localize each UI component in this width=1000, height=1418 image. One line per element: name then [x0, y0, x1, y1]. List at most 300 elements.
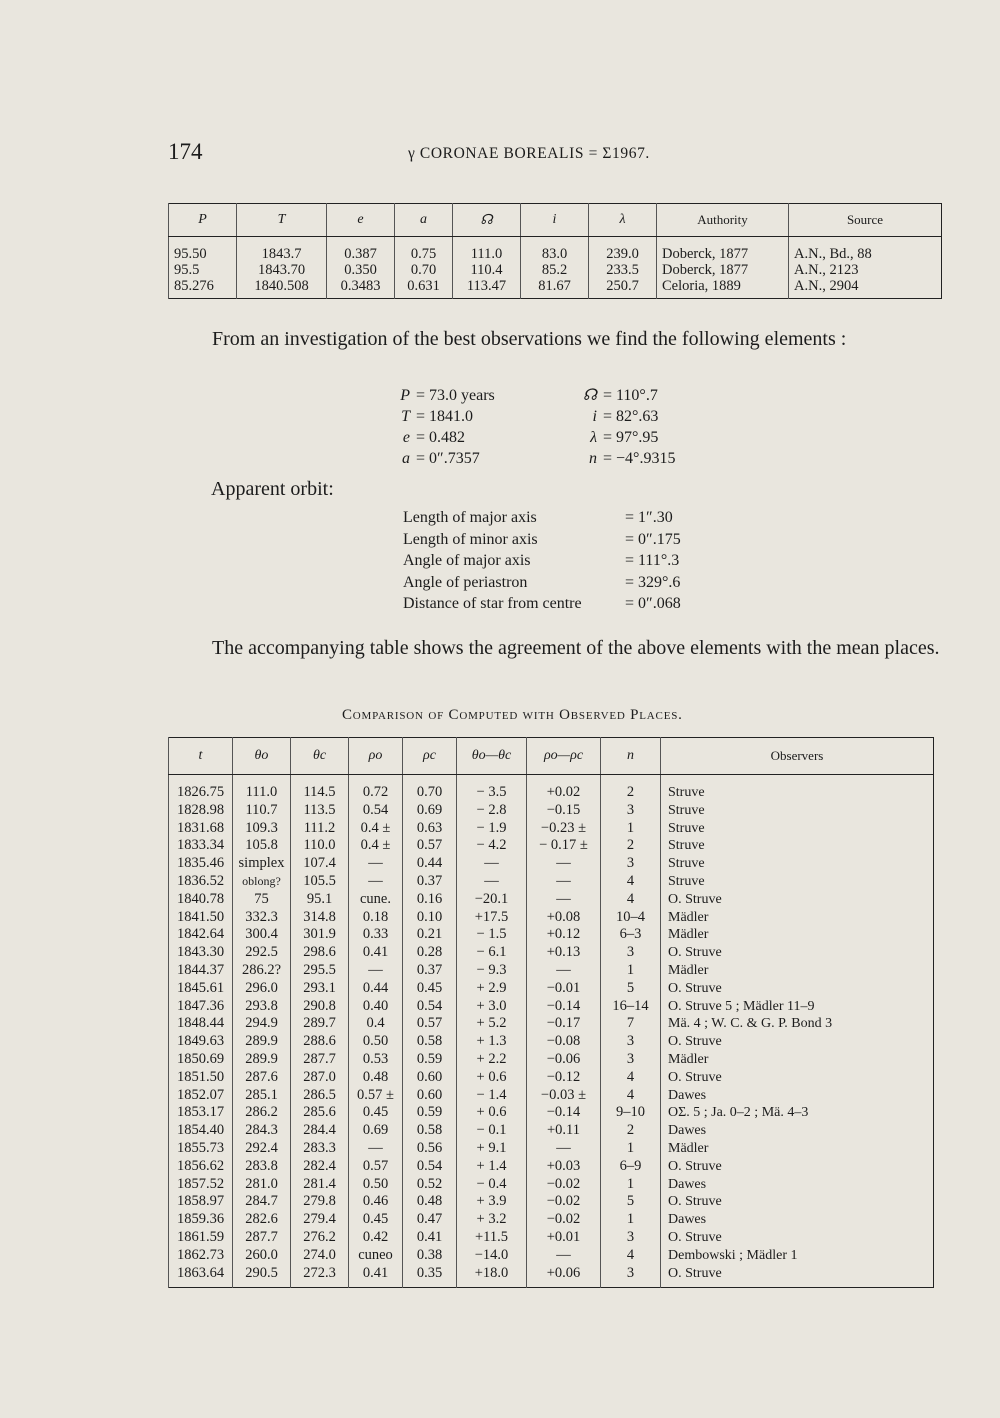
- table-cell: 0.33: [349, 926, 403, 944]
- table-cell: 1854.40: [169, 1122, 233, 1140]
- table-cell: 5: [601, 980, 661, 998]
- table-cell: 6–3: [601, 926, 661, 944]
- table-row: [169, 1193, 934, 1211]
- orbit-item-value: = 329°.6: [625, 573, 681, 591]
- table-cell: − 4.2: [457, 837, 527, 855]
- column-header: i: [521, 204, 589, 237]
- table-cell: 0.40: [349, 998, 403, 1016]
- table-cell: 81.67: [521, 278, 589, 299]
- table-cell: Struve: [661, 820, 934, 838]
- column-header: P: [169, 204, 237, 237]
- table-cell: 0.70: [403, 775, 457, 802]
- table-cell: Struve: [661, 837, 934, 855]
- table-cell: 0.63: [403, 820, 457, 838]
- table-cell: Dawes: [661, 1122, 934, 1140]
- table-cell: 276.2: [291, 1229, 349, 1247]
- table-cell: 282.6: [233, 1211, 291, 1229]
- table-cell: 95.1: [291, 891, 349, 909]
- table-cell: −0.02: [527, 1176, 601, 1194]
- table-cell: 1836.52: [169, 873, 233, 891]
- table-cell: O. Struve: [661, 1158, 934, 1176]
- column-header: n: [601, 738, 661, 775]
- table-cell: —: [457, 855, 527, 873]
- element-value: = 97°.95: [603, 429, 659, 446]
- table-cell: 1840.78: [169, 891, 233, 909]
- table-cell: + 3.0: [457, 998, 527, 1016]
- table-cell: +0.13: [527, 944, 601, 962]
- table-cell: Mädler: [661, 962, 934, 980]
- table-cell: A.N., 2123: [789, 262, 942, 278]
- table-row: [169, 837, 934, 855]
- table-cell: 109.3: [233, 820, 291, 838]
- table-cell: 1831.68: [169, 820, 233, 838]
- table-cell: 10–4: [601, 909, 661, 927]
- table-cell: 0.387: [327, 237, 395, 263]
- table-cell: 110.4: [453, 262, 521, 278]
- table-cell: +0.12: [527, 926, 601, 944]
- table-cell: OΣ. 5 ; Ja. 0–2 ; Mä. 4–3: [661, 1104, 934, 1122]
- table-cell: 0.70: [395, 262, 453, 278]
- table-cell: 95.5: [169, 262, 237, 278]
- table-cell: 260.0: [233, 1247, 291, 1265]
- table-cell: 0.69: [403, 802, 457, 820]
- element-symbol: P: [400, 387, 410, 404]
- table-cell: 1855.73: [169, 1140, 233, 1158]
- table-cell: 111.0: [453, 237, 521, 263]
- table-cell: + 2.9: [457, 980, 527, 998]
- table-cell: − 1.5: [457, 926, 527, 944]
- table-row: [169, 998, 934, 1016]
- table-cell: 1848.44: [169, 1015, 233, 1033]
- elements-right-column: [577, 385, 675, 469]
- table-cell: −0.02: [527, 1193, 601, 1211]
- table-cell: —: [349, 873, 403, 891]
- table-cell: +0.11: [527, 1122, 601, 1140]
- table-cell: 282.4: [291, 1158, 349, 1176]
- intro-paragraph-text: From an investigation of the best observations we find the following elements :: [212, 328, 847, 350]
- table-cell: 0.45: [349, 1104, 403, 1122]
- table-cell: Dawes: [661, 1176, 934, 1194]
- table-row: [169, 1265, 934, 1288]
- column-header: Source: [789, 204, 942, 237]
- orbit-item: [403, 593, 681, 615]
- table-cell: 0.46: [349, 1193, 403, 1211]
- table-cell: 4: [601, 1087, 661, 1105]
- table-cell: A.N., 2904: [789, 278, 942, 299]
- table-cell: —: [349, 1140, 403, 1158]
- table-cell: 0.57 ±: [349, 1087, 403, 1105]
- orbit-item-label: Distance of star from centre: [403, 595, 582, 612]
- table-cell: 296.0: [233, 980, 291, 998]
- table-cell: O. Struve: [661, 1033, 934, 1051]
- table-cell: Mädler: [661, 909, 934, 927]
- table-cell: 281.4: [291, 1176, 349, 1194]
- table-cell: 285.1: [233, 1087, 291, 1105]
- table-cell: Dawes: [661, 1087, 934, 1105]
- table-cell: −14.0: [457, 1247, 527, 1265]
- agreement-paragraph: [168, 635, 940, 662]
- table-cell: 0.631: [395, 278, 453, 299]
- element-symbol: a: [402, 450, 410, 467]
- table-cell: 0.28: [403, 944, 457, 962]
- running-head: γ CORONAE BOREALIS = Σ1967.: [408, 145, 650, 162]
- table-cell: Struve: [661, 802, 934, 820]
- element-value: = 1841.0: [416, 408, 474, 425]
- table-cell: Celoria, 1889: [657, 278, 789, 299]
- table-cell: 287.6: [233, 1069, 291, 1087]
- table-cell: − 3.5: [457, 775, 527, 802]
- table-cell: 0.3483: [327, 278, 395, 299]
- table-cell: +0.03: [527, 1158, 601, 1176]
- column-header: e: [327, 204, 395, 237]
- table-row: [169, 1229, 934, 1247]
- table-row: [169, 926, 934, 944]
- table-row: [169, 1087, 934, 1105]
- element-row: [398, 448, 495, 469]
- element-symbol: e: [402, 429, 410, 446]
- table-cell: 3: [601, 1033, 661, 1051]
- table-cell: + 3.9: [457, 1193, 527, 1211]
- table-cell: 110.0: [291, 837, 349, 855]
- column-header: θo: [233, 738, 291, 775]
- table-cell: 0.75: [395, 237, 453, 263]
- table-row: [169, 802, 934, 820]
- table-cell: 0.44: [349, 980, 403, 998]
- table-cell: Dawes: [661, 1211, 934, 1229]
- table-cell: 9–10: [601, 1104, 661, 1122]
- table-cell: —: [527, 873, 601, 891]
- table-cell: 0.54: [349, 802, 403, 820]
- table-cell: 1842.64: [169, 926, 233, 944]
- table-cell: 1858.97: [169, 1193, 233, 1211]
- table-cell: 0.21: [403, 926, 457, 944]
- column-header: t: [169, 738, 233, 775]
- table-cell: 250.7: [589, 278, 657, 299]
- table-cell: + 0.6: [457, 1104, 527, 1122]
- table-cell: 0.37: [403, 873, 457, 891]
- table-cell: O. Struve: [661, 1069, 934, 1087]
- table-cell: Mädler: [661, 1051, 934, 1069]
- table-cell: 114.5: [291, 775, 349, 802]
- table-cell: 0.18: [349, 909, 403, 927]
- table-cell: cune.: [349, 891, 403, 909]
- table-row: [169, 1033, 934, 1051]
- table-cell: 1849.63: [169, 1033, 233, 1051]
- table-cell: − 9.3: [457, 962, 527, 980]
- table-cell: 1859.36: [169, 1211, 233, 1229]
- table-row: [169, 980, 934, 998]
- table-cell: 83.0: [521, 237, 589, 263]
- table-cell: 4: [601, 1247, 661, 1265]
- table-cell: 1840.508: [237, 278, 327, 299]
- table-cell: 1: [601, 1176, 661, 1194]
- table-cell: O. Struve: [661, 1193, 934, 1211]
- table-row: [169, 1140, 934, 1158]
- table-cell: 95.50: [169, 237, 237, 263]
- table-cell: −0.14: [527, 998, 601, 1016]
- table-cell: 0.52: [403, 1176, 457, 1194]
- apparent-orbit-list: [403, 507, 681, 615]
- column-header: ρo: [349, 738, 403, 775]
- table-cell: 4: [601, 891, 661, 909]
- table-cell: 0.57: [403, 1015, 457, 1033]
- table-cell: 292.4: [233, 1140, 291, 1158]
- table-cell: 292.5: [233, 944, 291, 962]
- table-cell: 298.6: [291, 944, 349, 962]
- table-cell: 286.2?: [233, 962, 291, 980]
- table-cell: O. Struve: [661, 980, 934, 998]
- element-row: [398, 385, 495, 406]
- table-cell: 7: [601, 1015, 661, 1033]
- table-cell: − 1.9: [457, 820, 527, 838]
- table-caption: Comparison of Computed with Observed Places.: [342, 707, 683, 723]
- column-header: ρo—ρc: [527, 738, 601, 775]
- table-cell: A.N., Bd., 88: [789, 237, 942, 263]
- table-row: [169, 775, 934, 802]
- table-cell: 0.58: [403, 1033, 457, 1051]
- table-cell: 0.44: [403, 855, 457, 873]
- table-cell: 0.37: [403, 962, 457, 980]
- table-cell: +0.02: [527, 775, 601, 802]
- table-cell: O. Struve: [661, 1265, 934, 1288]
- table-cell: 0.41: [349, 1265, 403, 1288]
- orbit-item: [403, 550, 681, 572]
- table-cell: 5: [601, 1193, 661, 1211]
- table-cell: O. Struve 5 ; Mädler 11–9: [661, 998, 934, 1016]
- table-cell: 111.2: [291, 820, 349, 838]
- table-cell: 0.41: [403, 1229, 457, 1247]
- element-row: [577, 427, 675, 448]
- column-header: θc: [291, 738, 349, 775]
- table-cell: 0.54: [403, 998, 457, 1016]
- table-row: [169, 1211, 934, 1229]
- table-cell: 3: [601, 855, 661, 873]
- table-cell: 287.0: [291, 1069, 349, 1087]
- table-row: [169, 1176, 934, 1194]
- table-cell: 4: [601, 1069, 661, 1087]
- table-cell: +11.5: [457, 1229, 527, 1247]
- table-cell: 1847.36: [169, 998, 233, 1016]
- table-cell: 0.4 ±: [349, 837, 403, 855]
- table-cell: 113.47: [453, 278, 521, 299]
- table-cell: 0.350: [327, 262, 395, 278]
- table-cell: −0.08: [527, 1033, 601, 1051]
- table-cell: + 2.2: [457, 1051, 527, 1069]
- orbit-item-label: Length of major axis: [403, 509, 537, 526]
- table-cell: 105.8: [233, 837, 291, 855]
- table-cell: cuneo: [349, 1247, 403, 1265]
- table-cell: +18.0: [457, 1265, 527, 1288]
- table-cell: 0.4: [349, 1015, 403, 1033]
- table-cell: 285.6: [291, 1104, 349, 1122]
- table-cell: Doberck, 1877: [657, 237, 789, 263]
- table-cell: 0.57: [349, 1158, 403, 1176]
- table-row: [169, 1158, 934, 1176]
- comparison-table: [168, 737, 934, 1288]
- table-cell: O. Struve: [661, 891, 934, 909]
- table-cell: 1843.30: [169, 944, 233, 962]
- table-cell: 0.60: [403, 1069, 457, 1087]
- table-cell: 1: [601, 820, 661, 838]
- table-cell: 0.38: [403, 1247, 457, 1265]
- element-symbol: T: [401, 408, 410, 425]
- table-cell: 1: [601, 962, 661, 980]
- table-cell: 281.0: [233, 1176, 291, 1194]
- table-cell: —: [457, 873, 527, 891]
- table-cell: − 0.17 ±: [527, 837, 601, 855]
- table-cell: 0.60: [403, 1087, 457, 1105]
- table-cell: 1844.37: [169, 962, 233, 980]
- table-cell: 110.7: [233, 802, 291, 820]
- table-cell: 0.53: [349, 1051, 403, 1069]
- table-cell: 0.4 ±: [349, 820, 403, 838]
- orbit-item-value: = 1″.30: [625, 509, 673, 526]
- table-cell: 314.8: [291, 909, 349, 927]
- table-cell: 1841.50: [169, 909, 233, 927]
- table-cell: −0.02: [527, 1211, 601, 1229]
- table-row: [169, 855, 934, 873]
- table-cell: +0.06: [527, 1265, 601, 1288]
- table-cell: 289.7: [291, 1015, 349, 1033]
- table-row: [169, 1247, 934, 1265]
- table-cell: 75: [233, 891, 291, 909]
- table-row: [169, 1015, 934, 1033]
- table-cell: 301.9: [291, 926, 349, 944]
- table-cell: 3: [601, 802, 661, 820]
- table-cell: −0.12: [527, 1069, 601, 1087]
- table-cell: 0.47: [403, 1211, 457, 1229]
- table-cell: 0.59: [403, 1051, 457, 1069]
- table-cell: 2: [601, 837, 661, 855]
- table-cell: 0.48: [403, 1193, 457, 1211]
- table-cell: 1850.69: [169, 1051, 233, 1069]
- table-cell: 3: [601, 1265, 661, 1288]
- table-cell: + 9.1: [457, 1140, 527, 1158]
- element-value: = −4°.9315: [603, 450, 676, 467]
- table-row: [169, 873, 934, 891]
- table-cell: —: [527, 1247, 601, 1265]
- table-cell: Struve: [661, 873, 934, 891]
- table-cell: 1843.7: [237, 237, 327, 263]
- table-cell: 85.2: [521, 262, 589, 278]
- element-value: = 0.482: [416, 429, 466, 446]
- table-cell: 1845.61: [169, 980, 233, 998]
- table-cell: 288.6: [291, 1033, 349, 1051]
- table-cell: 0.50: [349, 1033, 403, 1051]
- table-row: [169, 237, 942, 263]
- column-header: T: [237, 204, 327, 237]
- table-row: [169, 1051, 934, 1069]
- table-cell: 286.2: [233, 1104, 291, 1122]
- table-row: [169, 1104, 934, 1122]
- table-cell: −0.17: [527, 1015, 601, 1033]
- table-cell: −0.23 ±: [527, 820, 601, 838]
- agreement-paragraph-text: The accompanying table shows the agreement of the above elements with the mean places.: [212, 637, 940, 659]
- table-cell: 274.0: [291, 1247, 349, 1265]
- orbit-item-value: = 111°.3: [625, 552, 680, 569]
- table-cell: 2: [601, 1122, 661, 1140]
- table-cell: 0.54: [403, 1158, 457, 1176]
- table-cell: 0.35: [403, 1265, 457, 1288]
- element-symbol: λ: [590, 429, 597, 446]
- table-cell: 1856.62: [169, 1158, 233, 1176]
- table-cell: 239.0: [589, 237, 657, 263]
- table-cell: —: [527, 855, 601, 873]
- element-symbol: n: [589, 450, 597, 467]
- table-cell: 1: [601, 1211, 661, 1229]
- table-cell: 16–14: [601, 998, 661, 1016]
- table-cell: 0.10: [403, 909, 457, 927]
- table-cell: 1828.98: [169, 802, 233, 820]
- table-cell: 1843.70: [237, 262, 327, 278]
- table-cell: Doberck, 1877: [657, 262, 789, 278]
- table-cell: 111.0: [233, 775, 291, 802]
- table-cell: + 5.2: [457, 1015, 527, 1033]
- table-cell: +17.5: [457, 909, 527, 927]
- table-row: [169, 820, 934, 838]
- table-cell: 283.3: [291, 1140, 349, 1158]
- table-cell: O. Struve: [661, 1229, 934, 1247]
- table-cell: 3: [601, 1051, 661, 1069]
- table-cell: 290.5: [233, 1265, 291, 1288]
- table-cell: −20.1: [457, 891, 527, 909]
- table-cell: 1863.64: [169, 1265, 233, 1288]
- table-cell: 287.7: [291, 1051, 349, 1069]
- table-cell: 284.3: [233, 1122, 291, 1140]
- table-cell: 300.4: [233, 926, 291, 944]
- column-header: a: [395, 204, 453, 237]
- element-row: [577, 448, 675, 469]
- table-cell: +0.01: [527, 1229, 601, 1247]
- table-cell: 284.7: [233, 1193, 291, 1211]
- table-header-row: [169, 738, 934, 775]
- table-header-row: [169, 204, 942, 237]
- table-cell: oblong?: [233, 873, 291, 891]
- column-header: λ: [589, 204, 657, 237]
- element-value: = 82°.63: [603, 408, 659, 425]
- table-cell: −0.15: [527, 802, 601, 820]
- element-value: = 0″.7357: [416, 450, 480, 467]
- table-cell: 0.69: [349, 1122, 403, 1140]
- table-row: [169, 278, 942, 299]
- table-cell: 105.5: [291, 873, 349, 891]
- table-cell: Mä. 4 ; W. C. & G. P. Bond 3: [661, 1015, 934, 1033]
- table-cell: 287.7: [233, 1229, 291, 1247]
- table-cell: 0.16: [403, 891, 457, 909]
- element-row: [398, 427, 495, 448]
- intro-paragraph: [168, 326, 940, 353]
- table-row: [169, 1069, 934, 1087]
- table-cell: 0.56: [403, 1140, 457, 1158]
- table-cell: 1833.34: [169, 837, 233, 855]
- orbit-item-value: = 0″.175: [625, 530, 681, 548]
- table-cell: —: [527, 962, 601, 980]
- table-cell: 294.9: [233, 1015, 291, 1033]
- table-cell: +0.08: [527, 909, 601, 927]
- table-cell: 1853.17: [169, 1104, 233, 1122]
- table-row: [169, 891, 934, 909]
- column-header: θo—θc: [457, 738, 527, 775]
- table-cell: 279.4: [291, 1211, 349, 1229]
- table-cell: 295.5: [291, 962, 349, 980]
- table-cell: Mädler: [661, 926, 934, 944]
- table-cell: 289.9: [233, 1033, 291, 1051]
- table-cell: 1857.52: [169, 1176, 233, 1194]
- table-cell: simplex: [233, 855, 291, 873]
- table-cell: —: [527, 891, 601, 909]
- column-header: ☊: [453, 204, 521, 237]
- table-cell: 1862.73: [169, 1247, 233, 1265]
